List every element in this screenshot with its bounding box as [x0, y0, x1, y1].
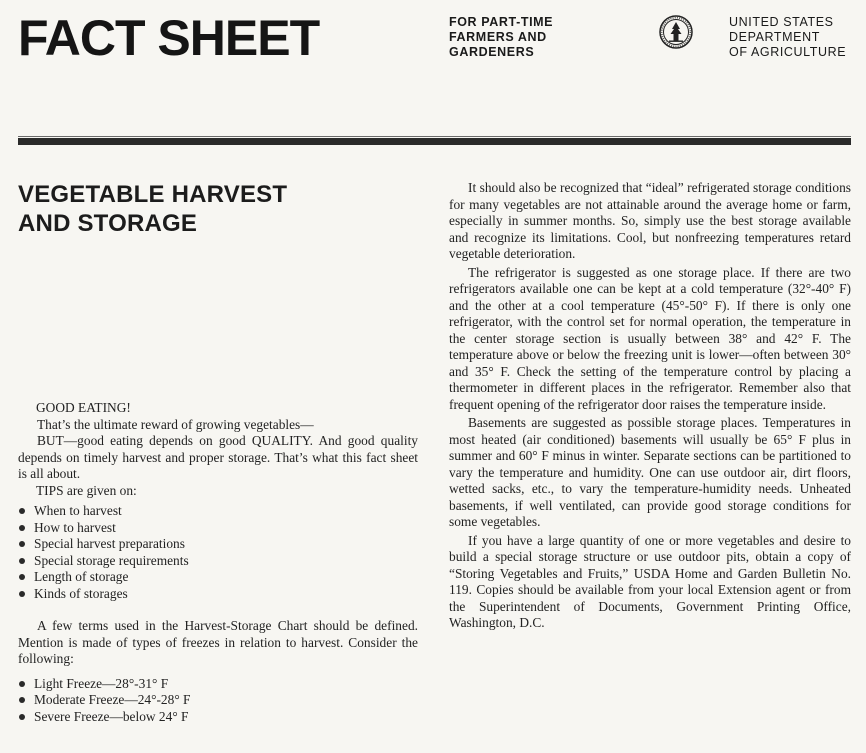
right-column: [449, 180, 851, 632]
headline-line: VEGETABLE HARVEST: [18, 181, 288, 208]
bullet-icon: [19, 714, 25, 720]
audience-label: [449, 15, 553, 60]
freeze-text: Light Freeze—28°-31° F: [34, 675, 169, 691]
header-rule: [18, 138, 851, 145]
left-column: [18, 400, 418, 725]
terms-paragraph: A few terms used in the Harvest-Storage Chart should be defined. Mention is made of types of freezes in relation to harvest. Consider the following:: [18, 618, 418, 666]
audience-line: FOR PART-TIME: [449, 15, 554, 29]
tip-text: Special storage requirements: [34, 552, 189, 568]
tip-text: Length of storage: [34, 569, 129, 584]
list-item: [18, 709, 418, 726]
refrigerator-paragraph: The refrigerator is suggested as one storage place. If there are two refrigerators available one can be kept at a cold temperature (32°-40° F) and the other at a cool temperature (45°-50° F). If there is only one refrigerator, with the control set for normal operation, the temperature in the center storage section is usually between 38° and 42° F. The temperature above or below the freezing unit is lower—often between 30° and 35° F. Check the setting of the temperature control by placing a thermometer in different places in the refrigerator. Remember also that frequent opening of the refrigerator door raises the temperature inside.: [449, 264, 851, 412]
freeze-text: Severe Freeze—below 24° F: [34, 708, 189, 724]
good-eating-heading: GOOD EATING!: [36, 400, 131, 415]
list-item: [18, 520, 418, 537]
list-item: [18, 503, 418, 520]
fact-sheet-title: FACT SHEET: [18, 10, 320, 66]
basements-paragraph: Basements are suggested as possible storage places. Temperatures in most heated (air conditioned) basements will usually be 65° F plus in summer and 60° F minus in winter. Separate sections can be partitioned to vary the temperature and humidity. One can use outdoor air, dirt floors, wetted sacks, etc., to vary the temperature-humidity needs. Unheated basements, if well ventilated, can provide good storage conditions for some vegetables.: [449, 415, 851, 529]
list-item: [18, 536, 418, 553]
bullet-icon: [19, 558, 25, 564]
bullet-icon: [19, 574, 25, 580]
freeze-text: Moderate Freeze—24°-28° F: [34, 692, 191, 707]
agency-line: UNITED STATES: [729, 15, 834, 29]
header-rule-thin: [18, 136, 851, 137]
agency-line: OF AGRICULTURE: [729, 45, 847, 59]
list-item: [18, 676, 418, 693]
bullet-icon: [19, 591, 25, 597]
freeze-list: [18, 676, 418, 726]
tips-list: [18, 503, 418, 602]
audience-line: GARDENERS: [449, 45, 535, 59]
bullet-icon: [19, 541, 25, 547]
tip-text: How to harvest: [34, 519, 116, 535]
bullet-icon: [19, 525, 25, 531]
list-item: [18, 553, 418, 570]
special-storage-paragraph: If you have a large quantity of one or more vegetables and desire to build a special storage structure or use outdoor pits, obtain a copy of “Storing Vegetables and Fruits,” USDA Home and Garden Bulletin No. 119. Copies should be available from your local Extension agent or from the Superintendent of Documents, Government Printing Office, Washington, D.C.: [449, 532, 851, 630]
agency-name: [729, 15, 846, 60]
bullet-icon: [19, 697, 25, 703]
agency-line: DEPARTMENT: [729, 30, 820, 44]
tips-heading: TIPS are given on:: [36, 482, 137, 498]
intro-paragraph: BUT—good eating depends on good QUALITY. And good quality depends on timely harvest and proper storage. That’s what this fact sheet is all about.: [18, 433, 418, 481]
ideal-storage-paragraph: It should also be recognized that “ideal” refrigerated storage conditions for many vegetables are not attainable around the average home or farm, especially in summer months. So, simply use the best storage available and recognize its limitations. Cool, but nonfreezing temperatures retard vegetable deterioration.: [449, 180, 851, 261]
headline-line: AND STORAGE: [18, 210, 198, 237]
audience-line: FARMERS AND: [449, 30, 547, 44]
list-item: [18, 586, 418, 603]
tip-text: When to harvest: [34, 503, 122, 518]
intro-line: That’s the ultimate reward of growing vegetables—: [37, 416, 314, 432]
article-headline: [18, 180, 287, 238]
tip-text: Special harvest preparations: [34, 536, 185, 551]
usda-seal-icon: [659, 15, 693, 49]
list-item: [18, 569, 418, 586]
bullet-icon: [19, 681, 25, 687]
tip-text: Kinds of storages: [34, 585, 128, 601]
bullet-icon: [19, 508, 25, 514]
list-item: [18, 692, 418, 709]
